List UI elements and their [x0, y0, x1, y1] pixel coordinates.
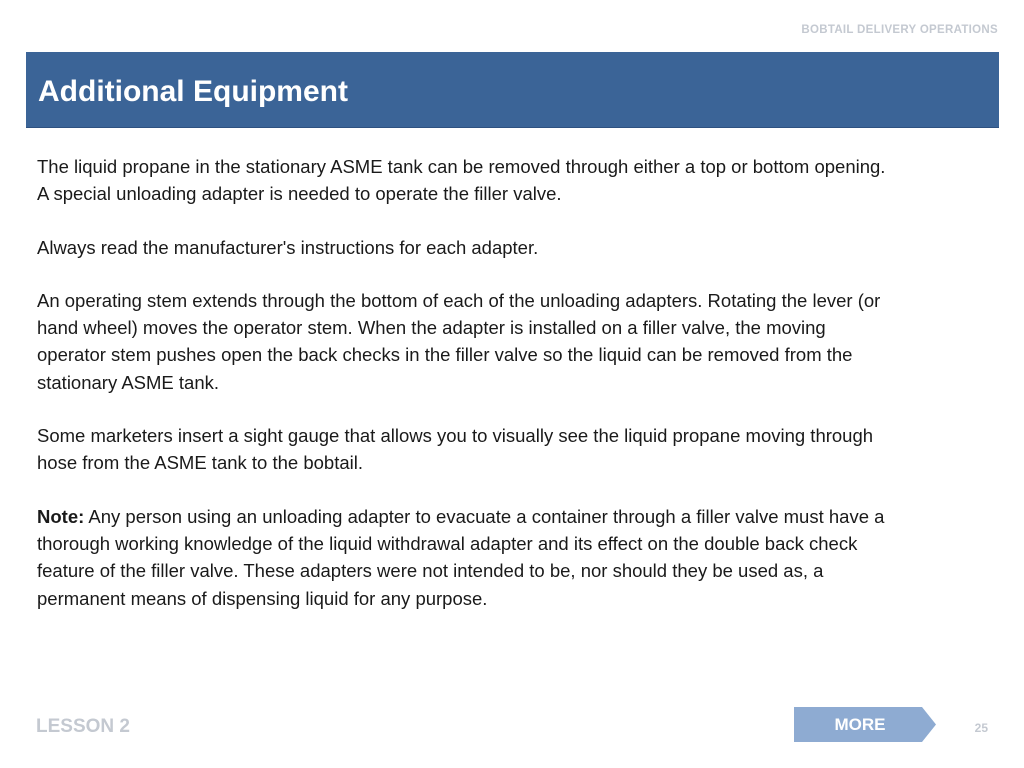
course-title: BOBTAIL DELIVERY OPERATIONS [801, 24, 998, 36]
body-paragraph: The liquid propane in the stationary ASME tank can be removed through either a top or bottom opening. A special unloading adapter is needed to operate the filler valve. [37, 156, 886, 205]
more-button[interactable] [794, 707, 936, 742]
note-paragraph [37, 503, 897, 612]
slide-body [37, 153, 897, 638]
note-label: Note: [37, 505, 85, 527]
body-paragraph: Some marketers insert a sight gauge that allows you to visually see the liquid propane moving through hose from the ASME tank to the bobtail. [37, 425, 874, 474]
note-text: Any person using an unloading adapter to evacuate a container through a filler valve must have a thorough working knowledge of the liquid withdrawal adapter and its effect on the double back check feature of the filler valve. These adapters were not intended to be, nor should they be used as, a permanent means of dispensing liquid for any purpose. [37, 505, 885, 609]
title-banner [26, 52, 999, 128]
more-button-label: MORE [834, 715, 886, 734]
body-paragraph: Always read the manufacturer's instructions for each adapter. [37, 236, 539, 258]
lesson-label: LESSON 2 [36, 716, 130, 737]
page-number: 25 [974, 721, 988, 735]
slide-title: Additional Equipment [38, 75, 348, 108]
body-paragraph: An operating stem extends through the bottom of each of the unloading adapters. Rotating the lever (or hand wheel) moves the operator stem. When the adapter is installed on a filler valve, the moving operator stem pushes open the back checks in the filler valve so the liquid can be removed from the stationary ASME tank. [37, 289, 881, 393]
